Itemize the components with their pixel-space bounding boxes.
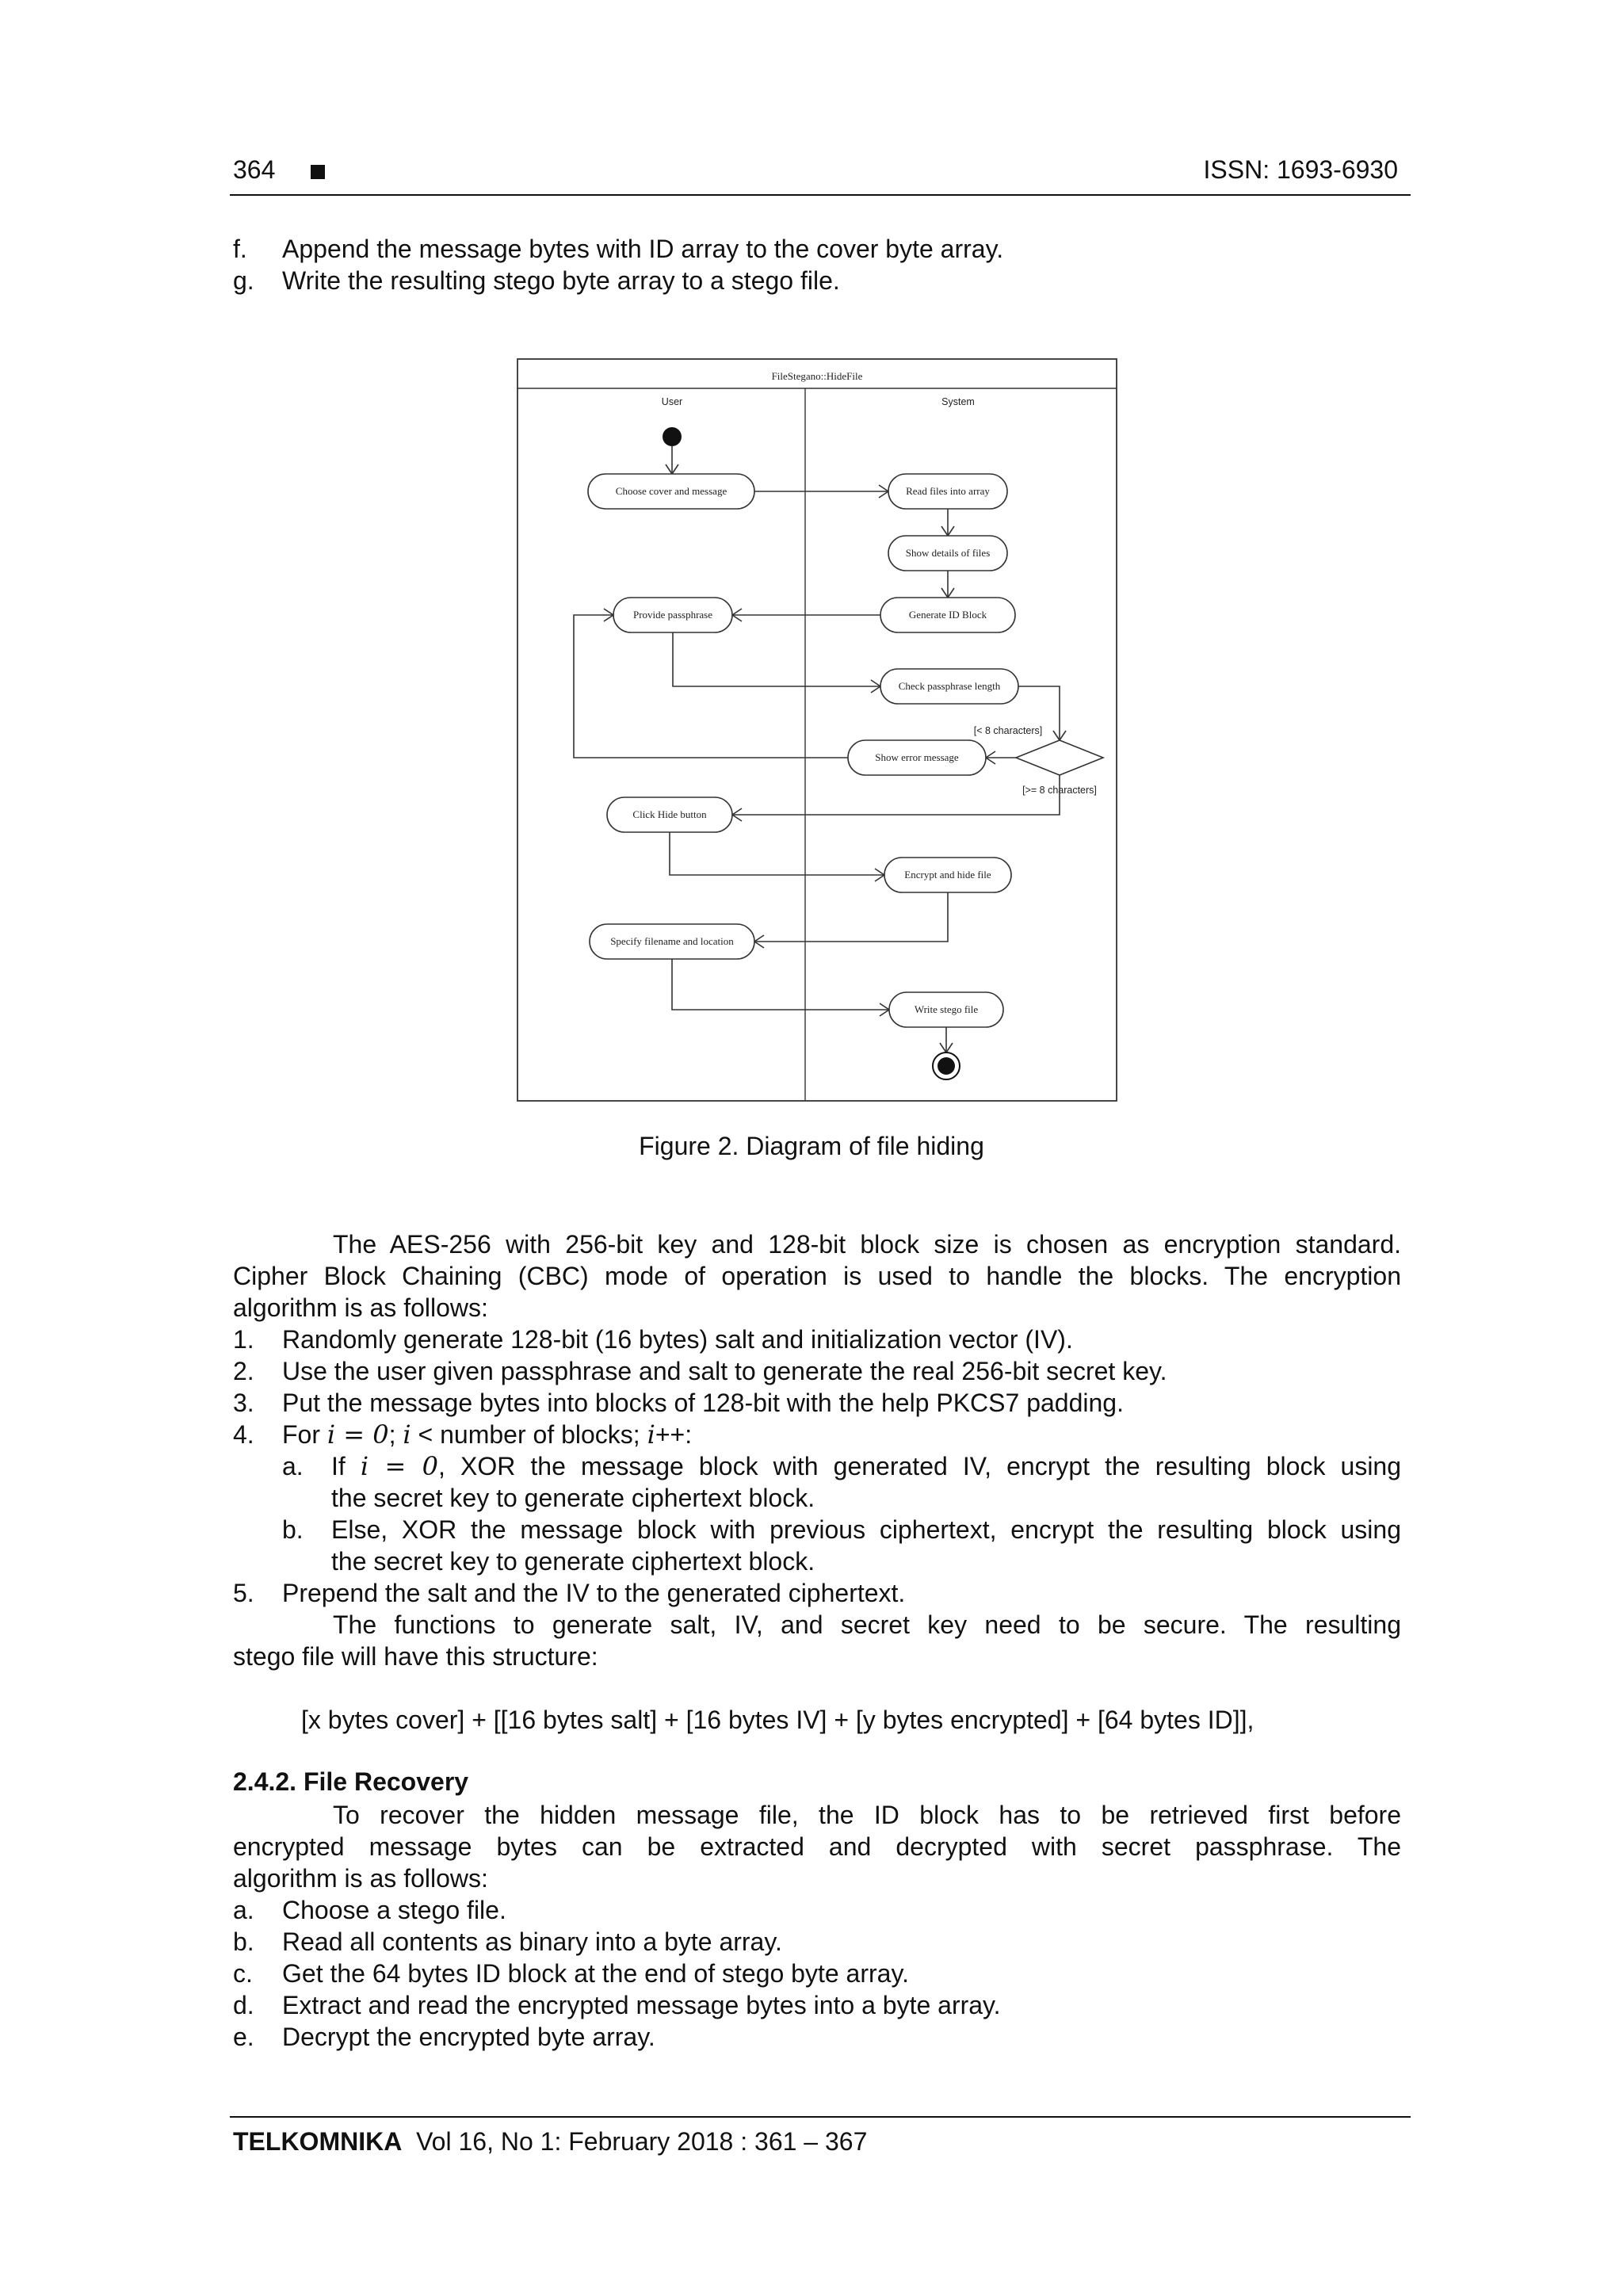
paragraph-line: The AES-256 with 256-bit key and 128-bit block size is chosen as encryption standard.: [333, 1230, 1401, 1259]
action-label: Choose cover and message: [615, 485, 727, 497]
list-text: Randomly generate 128-bit (16 bytes) salt and initialization vector (IV).: [282, 1325, 1073, 1354]
list-text: Decrypt the encrypted byte array.: [282, 2023, 655, 2051]
activity-diagram: [517, 358, 1119, 1103]
list-text: Prepend the salt and the IV to the generated ciphertext.: [282, 1579, 906, 1607]
footer-rule: [230, 2116, 1411, 2118]
step4-var: i: [403, 1419, 411, 1450]
list-text: [282, 1419, 692, 1450]
step4-prefix: For: [282, 1420, 327, 1449]
action-label: Write stego file: [914, 1003, 979, 1015]
step4a-pre: If: [331, 1452, 361, 1480]
action-label: Check passphrase length: [898, 680, 1001, 692]
list-label: 2.: [233, 1357, 254, 1385]
action-label: Specify filename and location: [610, 935, 734, 947]
list-text: [331, 1450, 1401, 1482]
step4a-math: i = 0: [360, 1451, 439, 1481]
header-square-marker: [311, 165, 325, 179]
list-text: Choose a stego file.: [282, 1896, 506, 1924]
guard-less-label: [< 8 characters]: [973, 725, 1043, 736]
step4a-rest: , XOR the message block with generated IV, encrypt the resulting block using: [438, 1452, 1402, 1480]
start-node: [663, 427, 682, 446]
list-text: Extract and read the encrypted message bytes into a byte array.: [282, 1991, 1001, 2019]
list-text: Read all contents as binary into a byte array.: [282, 1927, 782, 1956]
paragraph-line: encrypted message bytes can be extracted and decrypted with secret passphrase. The: [233, 1832, 1401, 1861]
header-rule: [230, 194, 1411, 196]
list-text: Put the message bytes into blocks of 128-bit with the help PKCS7 padding.: [282, 1389, 1124, 1417]
list-label: b.: [233, 1927, 254, 1956]
page-number: 364: [233, 155, 276, 184]
list-text-cont: the secret key to generate ciphertext block.: [331, 1547, 815, 1576]
list-item: [282, 1450, 1401, 1514]
list-label: a.: [233, 1896, 254, 1924]
list-item: [282, 1514, 1401, 1577]
action-label: Show details of files: [905, 547, 991, 559]
diagram-title: FileStegano::HideFile: [771, 370, 863, 382]
step4-suffix: ++:: [655, 1420, 693, 1449]
list-label: b.: [282, 1515, 304, 1544]
list-text: Use the user given passphrase and salt to generate the real 256-bit secret key.: [282, 1357, 1167, 1385]
issn: ISSN: 1693-6930: [1203, 155, 1398, 184]
lane-system-label: System: [941, 396, 975, 407]
paragraph-line: stego file will have this structure:: [233, 1642, 598, 1671]
stego-structure-formula: [x bytes cover] + [[16 bytes salt] + [16 bytes IV] + [y bytes encrypted] + [64 bytes ID]],: [301, 1706, 1254, 1734]
list-label: 5.: [233, 1579, 254, 1607]
list-label: f.: [233, 235, 247, 263]
list-text-cont: the secret key to generate ciphertext block.: [331, 1484, 815, 1512]
action-label: Provide passphrase: [632, 609, 713, 621]
journal-details: Vol 16, No 1: February 2018 : 361 – 367: [416, 2127, 868, 2156]
step4-init: i = 0: [327, 1419, 389, 1450]
list-label: e.: [233, 2023, 254, 2051]
list-label: d.: [233, 1991, 254, 2019]
list-label: 1.: [233, 1325, 254, 1354]
paragraph-line: algorithm is as follows:: [233, 1864, 488, 1893]
step4-sep: ;: [388, 1420, 403, 1449]
step4-incr: i: [647, 1419, 655, 1450]
action-label: Encrypt and hide file: [904, 869, 991, 881]
footer: [233, 2127, 867, 2157]
step4-cond: < number of blocks;: [411, 1420, 647, 1449]
figure-caption: Figure 2. Diagram of file hiding: [639, 1132, 984, 1160]
section-heading: 2.4.2. File Recovery: [233, 1767, 469, 1796]
list-text: Append the message bytes with ID array to the cover byte array.: [282, 235, 1004, 263]
list-label: c.: [233, 1959, 253, 1988]
action-label: Generate ID Block: [908, 609, 987, 621]
list-label: g.: [233, 266, 254, 295]
paragraph-line: Cipher Block Chaining (CBC) mode of operation is used to handle the blocks. The encryption: [233, 1262, 1401, 1290]
end-node-core: [938, 1057, 955, 1075]
paragraph-line: algorithm is as follows:: [233, 1293, 488, 1322]
action-label: Click Hide button: [632, 808, 707, 820]
list-text: Else, XOR the message block with previous ciphertext, encrypt the resulting block using: [331, 1515, 1401, 1544]
guard-greater-label: [>= 8 characters]: [1022, 785, 1097, 796]
lane-user-label: User: [661, 396, 683, 407]
paragraph-line: To recover the hidden message file, the ID block has to be retrieved first before: [333, 1801, 1401, 1829]
journal-name: TELKOMNIKA: [233, 2127, 403, 2156]
list-text: Write the resulting stego byte array to a stego file.: [282, 266, 840, 295]
list-label: 4.: [233, 1420, 254, 1449]
action-label: Read files into array: [906, 485, 990, 497]
list-label: 3.: [233, 1389, 254, 1417]
action-label: Show error message: [875, 751, 959, 763]
list-label: a.: [282, 1452, 304, 1480]
paragraph-line: The functions to generate salt, IV, and secret key need to be secure. The resulting: [333, 1610, 1401, 1639]
list-text: Get the 64 bytes ID block at the end of stego byte array.: [282, 1959, 909, 1988]
